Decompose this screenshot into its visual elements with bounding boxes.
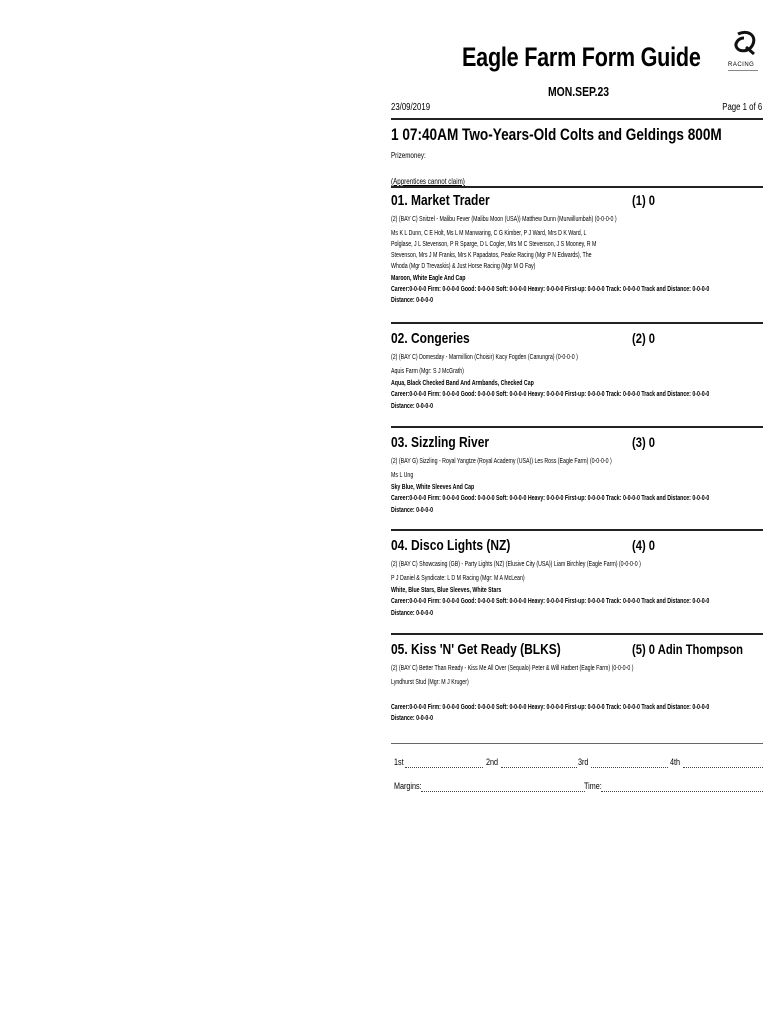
header-divider (391, 118, 763, 120)
page-number: Page 1 of 6 (722, 102, 762, 113)
runner-owner-line: Lyndhurst Stud (Mgr: M J Kruger) (391, 677, 469, 686)
runner-owner-line: Ms L Ung (391, 470, 414, 479)
runner-distance: Distance: 0-0-0-0 (391, 713, 434, 722)
race-title: 1 07:40AM Two-Years-Old Colts and Geldings 800M (391, 125, 722, 144)
print-date: 23/09/2019 (391, 102, 431, 113)
runner-career: Career:0-0-0-0 Firm: 0-0-0-0 Good: 0-0-0-0 Soft: 0-0-0-0 Heavy: 0-0-0-0 First-up: 0-0-0-0 Track: 0-0-0-0 Track and Distance: 0-0-0-0 (391, 596, 710, 605)
runner-career: Career:0-0-0-0 Firm: 0-0-0-0 Good: 0-0-0-0 Soft: 0-0-0-0 Heavy: 0-0-0-0 First-up: 0-0-0-0 Track: 0-0-0-0 Track and Distance: 0-0-0-0 (391, 493, 710, 502)
logo-underline (728, 70, 758, 71)
runner-breeding: (2) (BAY G) Sizzling - Royal Yangtze (Royal Academy (USA)) Les Ross (Eagle Farm) (0-0-0-0 ) (391, 456, 612, 465)
runner-distance: Distance: 0-0-0-0 (391, 608, 434, 617)
margins-label: Margins: (394, 781, 422, 791)
apprentice-note: (Apprentices cannot claim) (391, 177, 465, 186)
runner-owner-line: Whoda (Mgr D Trevaskis) & Just Horse Racing (Mgr M O Fay) (391, 261, 536, 270)
runner-name: 03. Sizzling River (391, 434, 490, 451)
runner-owner-line: Ms K L Dunn, C E Holt, Ms L M Manwaring, C G Kimber, P J Ward, Mrs D K Ward, L (391, 228, 587, 237)
runner-name: 05. Kiss 'N' Get Ready (BLKS) (391, 641, 561, 658)
runner-name: 04. Disco Lights (NZ) (391, 537, 511, 554)
first-place-field[interactable] (405, 767, 483, 768)
runner-breeding: (2) (BAY C) Showcasing (GB) - Party Lights (NZ) (Elusive City (USA)) Liam Birchley (Eagle Farm) (0-0-0-0 ) (391, 559, 641, 568)
third-place-field[interactable] (591, 767, 668, 768)
runner-breeding: (2) (BAY C) Snitzel - Malibu Fever (Malibu Moon (USA)) Matthew Dunn (Murwillumbah) (0-0-0-0 ) (391, 214, 617, 223)
runner-name: 01. Market Trader (391, 192, 490, 209)
runner-owner-line: Stevenson, Mrs J M Franks, Mrs K Papadatos, Peake Racing (Mgr P N Edwards), The (391, 250, 592, 259)
runner-breeding: (2) (BAY C) Better Than Ready - Kiss Me All Over (Sequalo) Peter & Will Hatbert (Eagle Farm) (0-0-0-0 ) (391, 663, 634, 672)
runner-divider (391, 426, 763, 428)
margins-field[interactable] (421, 791, 585, 792)
runner-owner-line: P J Daniel & Syndicate: L D M Racing (Mgr: M A McLean) (391, 573, 525, 582)
first-place-label: 1st (394, 757, 404, 767)
runner-career: Career:0-0-0-0 Firm: 0-0-0-0 Good: 0-0-0-0 Soft: 0-0-0-0 Heavy: 0-0-0-0 First-up: 0-0-0-0 Track: 0-0-0-0 Track and Distance: 0-0-0-0 (391, 389, 710, 398)
page-title: Eagle Farm Form Guide (462, 42, 701, 72)
results-divider (391, 743, 763, 744)
runner-barrier: (4) 0 (632, 537, 656, 553)
runner-owner-line: Polglase, J L Stevenson, P R Sparge, D L Cogler, Mrs M C Stevenson, J S Mooney, R M (391, 239, 597, 248)
runner-divider (391, 633, 763, 635)
logo-text: RACING (728, 62, 755, 68)
runner-owner-line: Aquis Farm (Mgr: S J McGrath) (391, 366, 464, 375)
fourth-place-label: 4th (670, 757, 681, 767)
time-label: Time: (584, 781, 602, 791)
runner-colours: Sky Blue, White Sleeves And Cap (391, 482, 475, 491)
runner-divider (391, 529, 763, 531)
runner-distance: Distance: 0-0-0-0 (391, 295, 434, 304)
runner-colours: Maroon, White Eagle And Cap (391, 273, 466, 282)
runner-barrier: (5) 0 Adin Thompson (632, 641, 743, 657)
runner-breeding: (2) (BAY C) Domesday - Marmillion (Choisir) Kacy Fogden (Canungra) (0-0-0-0 ) (391, 352, 578, 361)
runner-distance: Distance: 0-0-0-0 (391, 505, 434, 514)
third-place-label: 3rd (578, 757, 589, 767)
second-place-label: 2nd (486, 757, 499, 767)
time-field[interactable] (601, 791, 763, 792)
prizemoney-label: Prizemoney: (391, 151, 426, 160)
second-place-field[interactable] (501, 767, 577, 768)
meeting-date: MON.SEP.23 (548, 84, 610, 99)
runner-divider (391, 186, 763, 188)
runner-barrier: (1) 0 (632, 192, 656, 208)
runner-barrier: (3) 0 (632, 434, 656, 450)
runner-distance: Distance: 0-0-0-0 (391, 401, 434, 410)
runner-divider (391, 322, 763, 324)
runner-name: 02. Congeries (391, 330, 470, 347)
runner-colours: White, Blue Stars, Blue Sleeves, White Stars (391, 585, 502, 594)
runner-career: Career:0-0-0-0 Firm: 0-0-0-0 Good: 0-0-0-0 Soft: 0-0-0-0 Heavy: 0-0-0-0 First-up: 0-0-0-0 Track: 0-0-0-0 Track and Distance: 0-0-0-0 (391, 284, 710, 293)
runner-career: Career:0-0-0-0 Firm: 0-0-0-0 Good: 0-0-0-0 Soft: 0-0-0-0 Heavy: 0-0-0-0 First-up: 0-0-0-0 Track: 0-0-0-0 Track and Distance: 0-0-0-0 (391, 702, 710, 711)
runner-barrier: (2) 0 (632, 330, 656, 346)
fourth-place-field[interactable] (683, 767, 763, 768)
runner-colours: Aqua, Black Checked Band And Armbands, Checked Cap (391, 378, 534, 387)
